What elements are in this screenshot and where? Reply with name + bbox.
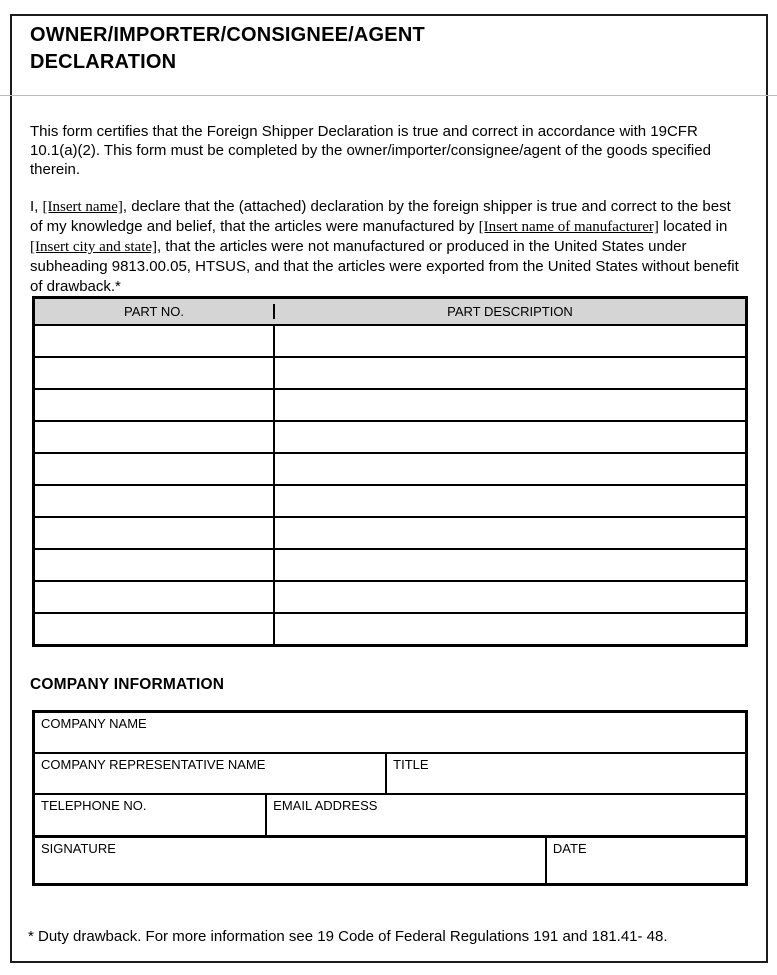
part-no-cell[interactable]: [35, 326, 275, 356]
title-field[interactable]: [387, 754, 745, 793]
company-name-field[interactable]: [35, 713, 745, 752]
part-no-header: PART NO.: [35, 304, 275, 319]
representative-title-row: [35, 754, 745, 795]
title-label: TITLE: [393, 757, 429, 772]
declaration-text-3: located in: [658, 218, 728, 235]
page-title-line2: DECLARATION: [30, 51, 177, 73]
parts-table-row: [35, 550, 745, 582]
parts-table-row: [35, 358, 745, 390]
declaration-text-2: , declare that the (attached) declaration by the foreign shipper is true and correct to the best of my knowledge and belief, that the articles were manufactured by: [30, 198, 731, 235]
part-no-cell[interactable]: [35, 358, 275, 388]
declaration-paragraph: [30, 197, 746, 297]
date-label: DATE: [552, 841, 587, 856]
part-no-cell[interactable]: [35, 550, 275, 580]
part-description-cell[interactable]: [275, 550, 745, 580]
part-description-cell[interactable]: [275, 582, 745, 612]
part-description-cell[interactable]: [275, 358, 745, 388]
title-divider: [0, 95, 777, 96]
insert-name-placeholder: [Insert name]: [42, 199, 123, 215]
parts-table-header-row: [35, 299, 745, 326]
intro-paragraph: This form certifies that the Foreign Shipper Declaration is true and correct in accordance with 19CFR 10.1(a)(2). This form must be completed by the owner/importer/consignee/agent of the goods specified therein.: [30, 123, 711, 178]
email-address-label: EMAIL ADDRESS: [273, 798, 378, 813]
part-description-cell[interactable]: [275, 454, 745, 484]
page-title: [30, 22, 630, 76]
part-no-cell[interactable]: [35, 518, 275, 548]
company-representative-name-field[interactable]: [35, 754, 387, 793]
signature-date-row: [35, 838, 745, 883]
part-description-cell[interactable]: [275, 518, 745, 548]
insert-city-state-placeholder: [Insert city and state]: [30, 239, 158, 255]
company-information-heading: COMPANY INFORMATION: [30, 676, 225, 693]
part-description-cell[interactable]: [275, 422, 745, 452]
part-no-cell[interactable]: [35, 582, 275, 612]
part-no-cell[interactable]: [35, 614, 275, 644]
page-title-line1: OWNER/IMPORTER/CONSIGNEE/AGENT: [30, 24, 425, 46]
part-description-cell[interactable]: [275, 326, 745, 356]
telephone-no-label: TELEPHONE NO.: [41, 798, 147, 813]
parts-table-row: [35, 422, 745, 454]
date-field[interactable]: [547, 838, 745, 883]
duty-drawback-footnote: * Duty drawback. For more information see 19 Code of Federal Regulations 191 and 181.41- 48.: [28, 928, 668, 945]
signature-label: SIGNATURE: [41, 841, 116, 856]
signature-field[interactable]: [35, 838, 547, 883]
parts-table-row: [35, 390, 745, 422]
company-information-table: [32, 710, 748, 886]
parts-table-row: [35, 518, 745, 550]
part-no-cell[interactable]: [35, 422, 275, 452]
parts-table-row: [35, 486, 745, 518]
parts-table-row: [35, 614, 745, 644]
parts-table-row: [35, 582, 745, 614]
part-no-cell[interactable]: [35, 486, 275, 516]
telephone-email-row: [35, 795, 745, 838]
company-name-row: [35, 713, 745, 754]
parts-table-body: [35, 326, 745, 644]
parts-table-row: [35, 454, 745, 486]
declaration-text-1: I,: [30, 198, 43, 215]
part-description-cell[interactable]: [275, 486, 745, 516]
company-name-label: COMPANY NAME: [41, 716, 147, 731]
parts-table-row: [35, 326, 745, 358]
telephone-no-field[interactable]: [35, 795, 267, 835]
insert-manufacturer-placeholder: [Insert name of manufacturer]: [478, 219, 659, 235]
company-representative-name-label: COMPANY REPRESENTATIVE NAME: [41, 757, 266, 772]
part-no-cell[interactable]: [35, 454, 275, 484]
part-description-cell[interactable]: [275, 390, 745, 420]
part-description-header: PART DESCRIPTION: [447, 304, 573, 319]
declaration-text-4: , that the articles were not manufactured or produced in the United States under subheading 9813.00.05, HTSUS, and that the articles were exported from the United States without benefit of drawback.*: [30, 238, 739, 295]
part-description-cell[interactable]: [275, 614, 745, 644]
part-no-cell[interactable]: [35, 390, 275, 420]
email-address-field[interactable]: [267, 795, 745, 835]
parts-table: [32, 296, 748, 647]
